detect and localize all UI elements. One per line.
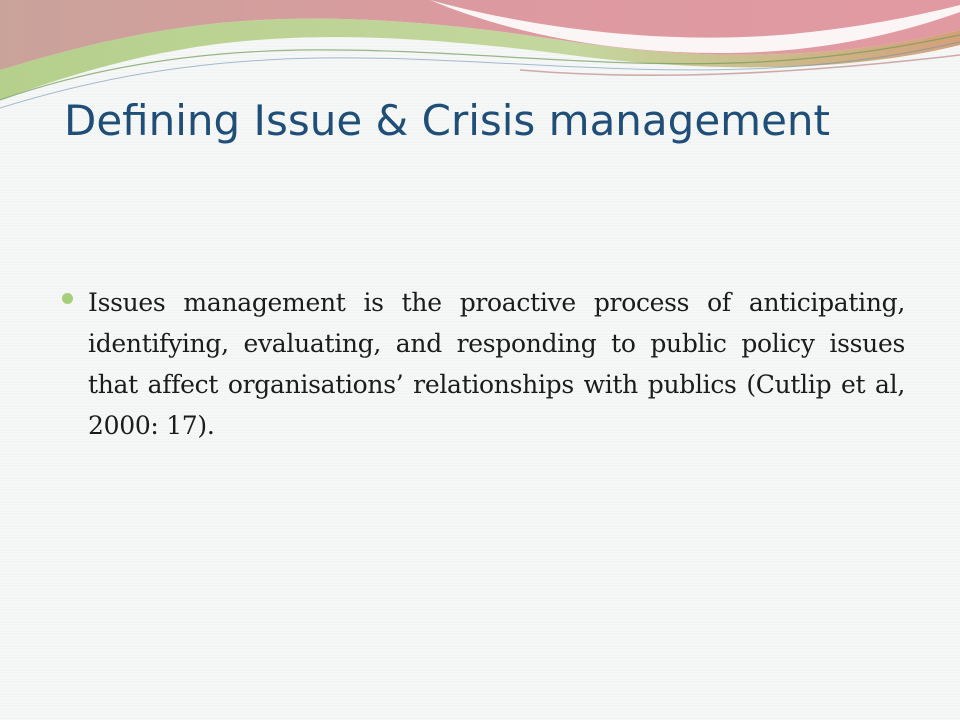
slide-content <box>62 282 905 446</box>
slide-title: Defining Issue & Crisis management <box>64 96 831 145</box>
bullet-item <box>62 282 905 446</box>
bullet-text: Issues management is the proactive process of anticipating, identifying, evaluating, and responding to public policy issues that affect organisations’ relationships with publics (Cutlip et al, 2000: 17). <box>88 288 905 440</box>
bullet-dot-icon <box>62 293 73 304</box>
